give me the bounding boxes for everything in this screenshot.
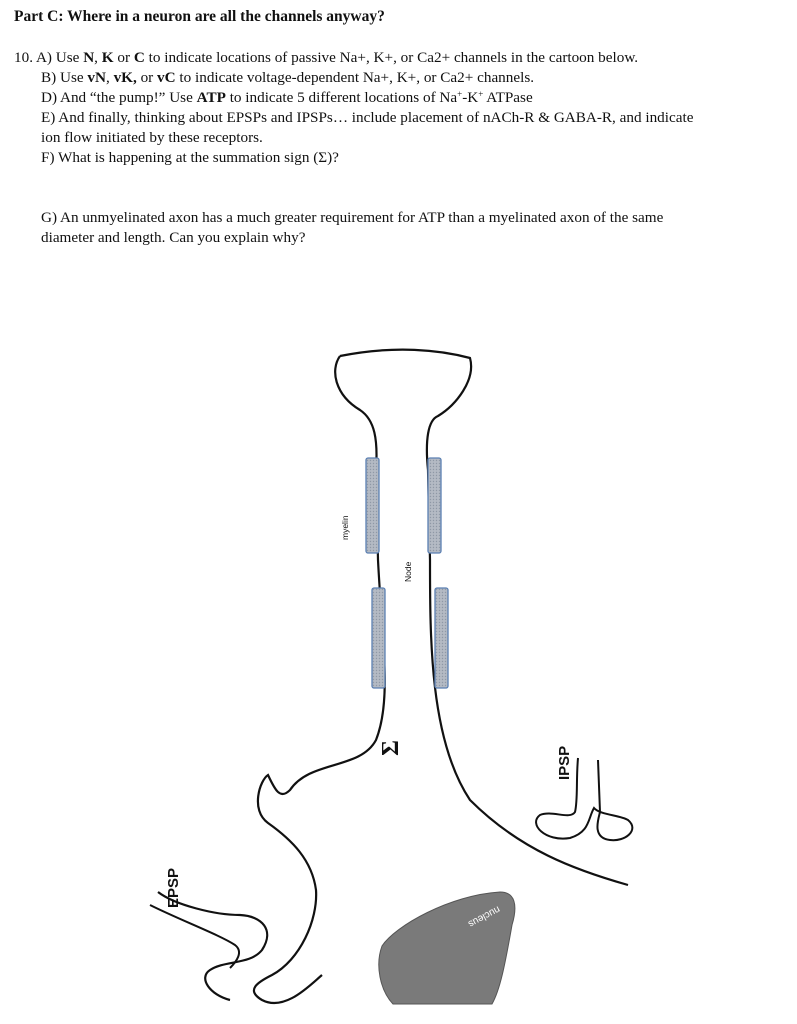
text-run: A) Use [35,49,84,66]
text-run: , [105,69,114,86]
epsp-label: EPSP [165,867,182,908]
question-e-line1: E) And finally, thinking about EPSPs and IPSPs… include placement of nACh-R & GABA-R, and indicate [41,109,694,126]
bold-run: N [83,49,95,66]
soma-membrane-right [254,470,385,1003]
question-e-line2: ion flow initiated by these receptors. [41,129,263,146]
bold-run: vK, [113,69,137,86]
myelin-segment [366,458,379,553]
summation-sign: Σ [378,740,404,756]
question-g-line2: diameter and length. Can you explain why? [41,229,306,246]
bold-run: K [101,49,114,66]
text-run: B) Use [41,69,88,86]
bold-run: vN [87,69,106,86]
text-run: D) And “the pump!” Use [41,89,197,106]
text-run: , [94,49,102,66]
bold-run: ATP [196,89,226,106]
text-run: or [113,49,134,66]
text-run: to indicate voltage-dependent Na+, K+, or Ca2+ channels. [175,69,535,86]
node-label: Node [403,561,413,582]
myelin-segment [428,458,441,553]
text-run: or [136,69,158,86]
text-run: to indicate locations of passive Na+, K+, or Ca2+ channels in the cartoon below. [144,49,639,66]
axon-terminal-top [335,356,376,470]
myelin-segment [435,588,448,688]
superscript: + [457,89,463,99]
myelin-segment [372,588,385,688]
text-run: -K [462,89,479,106]
question-f: F) What is happening at the summation sign (Σ)? [41,149,339,166]
question-number: 10. [14,49,33,66]
part-title: Part C: Where in a neuron are all the channels anyway? [14,8,385,25]
text-run: ATPase [483,89,533,106]
nucleus-label: nucleus [466,903,502,930]
question-g-line1: G) An unmyelinated axon has a much greater requirement for ATP than a myelinated axon of the same [41,209,664,226]
ipsp-presynaptic-terminal [536,758,632,840]
myelin-label: myelin [340,515,350,540]
text-run: to indicate 5 different locations of Na [225,89,458,106]
bold-run: C [133,49,145,66]
superscript: + [478,89,484,99]
ipsp-label: IPSP [556,745,573,780]
bold-run: vC [157,69,176,86]
